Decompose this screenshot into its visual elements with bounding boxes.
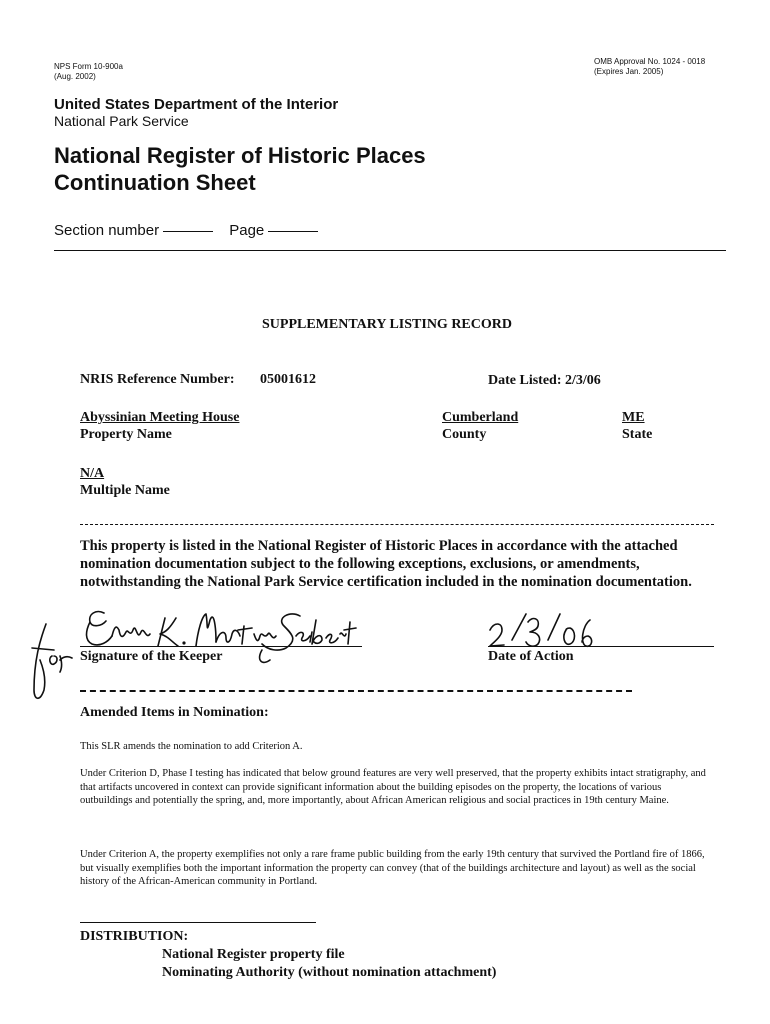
distribution-item-1: National Register property file (162, 947, 345, 962)
date-listed: Date Listed: 2/3/06 (488, 373, 601, 388)
page-subtitle: Continuation Sheet (54, 170, 256, 195)
date-line (488, 646, 714, 647)
signature-label: Signature of the Keeper (80, 649, 223, 664)
page-title: National Register of Historic Places (54, 143, 426, 168)
omb-approval: OMB Approval No. 1024 - 0018 (Expires Jan. 2005) (594, 57, 706, 76)
amended-items-heading: Amended Items in Nomination: (80, 705, 269, 720)
county-value: Cumberland (442, 410, 519, 425)
certification-divider (80, 690, 632, 692)
distribution-item-2: Nominating Authority (without nomination attachment) (162, 965, 497, 980)
state-value: ME (622, 410, 645, 425)
record-heading: SUPPLEMENTARY LISTING RECORD (262, 317, 512, 332)
page-label: Page (229, 222, 265, 239)
signature-line (80, 646, 362, 647)
multiple-name-value: N/A (80, 466, 105, 481)
county-label: County (442, 427, 487, 442)
date-of-action-label: Date of Action (488, 649, 574, 664)
department-name: United States Department of the Interior (54, 96, 339, 113)
nris-value: 05001612 (260, 372, 316, 387)
amendment-paragraph-1: This SLR amends the nomination to add Criterion A. (80, 741, 303, 752)
form-id: NPS Form 10-900a (Aug. 2002) (54, 62, 123, 81)
state-label: State (622, 427, 653, 442)
amendment-paragraph-3: Under Criterion A, the property exemplifies not only a rare frame public building from the early 19th century that survived the Portland fire of 1866, but visually exemplifies both the important information the property can convey (that of the buildings architecture and layout) as well as the social history of the African-American community in Portland. (80, 849, 705, 887)
certification-statement: This property is listed in the National Register of Historic Places in accordance with the attached nomination documentation subject to the following exceptions, exclusions, or amendments, notwithstanding the National Park Service certification included in the nomination documentation. (80, 538, 692, 590)
distribution-divider (80, 922, 316, 923)
multiple-name-label: Multiple Name (80, 483, 170, 498)
nris-label: NRIS Reference Number: (80, 372, 235, 387)
property-name-value: Abyssinian Meeting House (80, 410, 240, 425)
amendment-paragraph-2: Under Criterion D, Phase I testing has indicated that below ground features are very well preserved, that the property exhibits intact stratigraphy, and that artifacts uncovered in context can provide significant information about the building episodes on the property, the locations of various outbuildings and potentially the spring, and, more importantly, about African American religious and social practices in 19th century Maine. (80, 768, 706, 806)
agency-name: National Park Service (54, 113, 189, 129)
property-name-label: Property Name (80, 427, 172, 442)
distribution-heading: DISTRIBUTION: (80, 929, 189, 944)
section-number-label: Section number (54, 222, 160, 239)
